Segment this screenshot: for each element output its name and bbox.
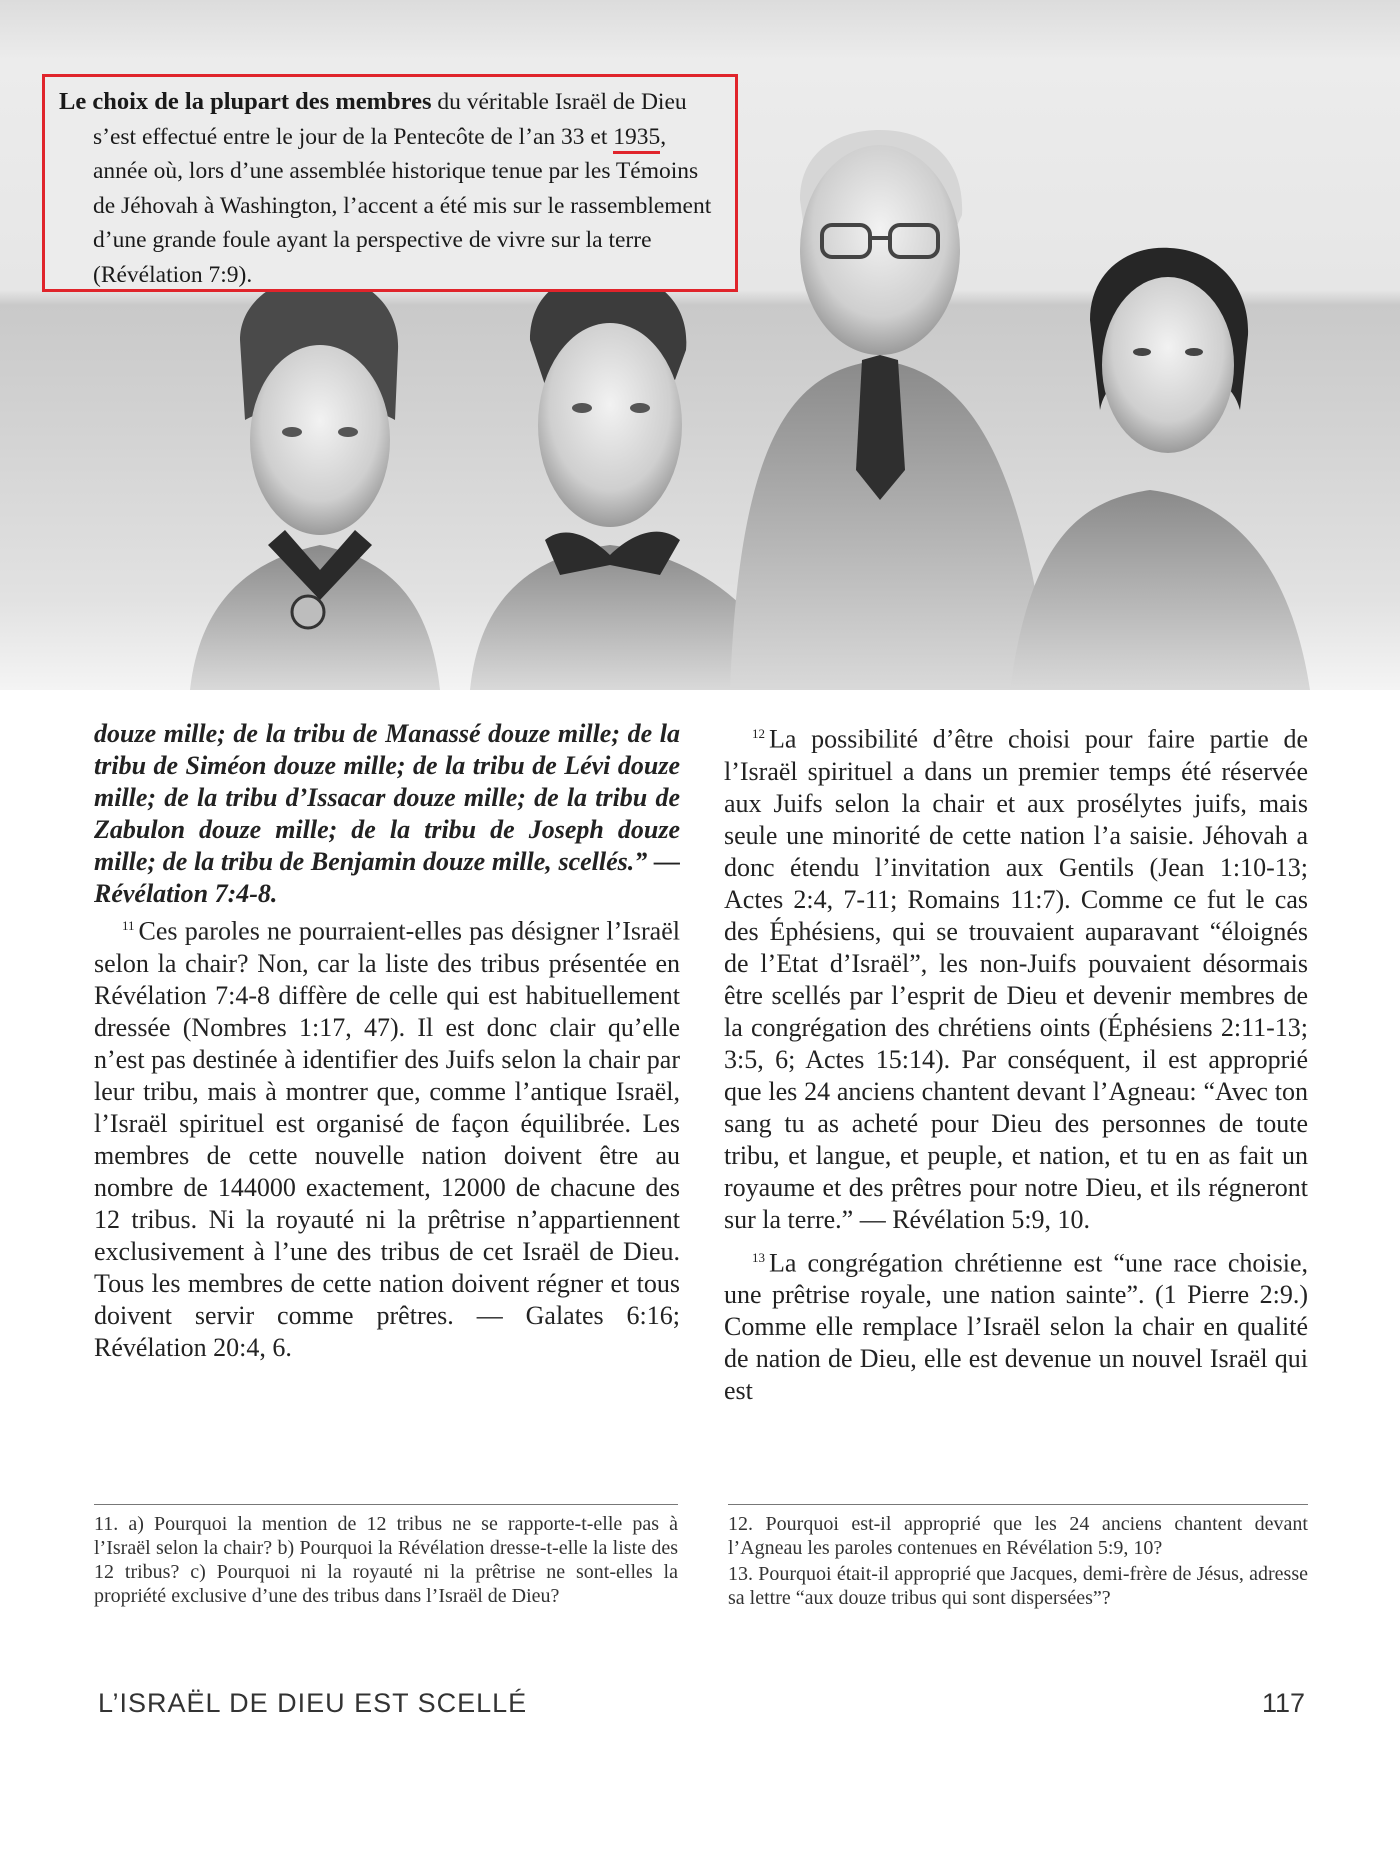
portrait-woman-right [1010, 248, 1310, 690]
caption-lead: Le choix de la plupart des membres [59, 88, 432, 115]
paragraph-13-text: La congrégation chrétienne est “une race choisie, une prêtrise royale, une nation sainte”. (1 Pierre 2:9.) Comme elle remplace l’Israël selon la chair en qualité de nation de Dieu, elle est devenue un nouvel Israël qui est [724, 1248, 1308, 1406]
page-number: 117 [1262, 1688, 1306, 1718]
paragraph-12-number: 12 [752, 726, 765, 741]
scripture-quote: douze mille; de la tribu de Manassé douze mille; de la tribu de Siméon douze mille; de la tribu de Lévi douze mille; de la tribu d’Issacar douze mille; de la tribu de Zabulon douze mille; de la tribu de Joseph douze mille; de la tribu de Benjamin douze mille, scellés.” — Révélation 7:4-8. [94, 719, 680, 908]
study-questions-left [94, 1512, 678, 1610]
paragraph-12 [724, 718, 1308, 1236]
question-13: 13. Pourquoi était-il approprié que Jacques, demi-frère de Jésus, adresse sa lettre “aux douze tribus qui sont dispersées”? [728, 1563, 1308, 1609]
paragraph-11-number: 11 [122, 918, 135, 933]
caption-box [42, 74, 738, 292]
paragraph-13 [724, 1242, 1308, 1408]
caption-text [59, 85, 719, 292]
caption-part1: du véritable Israël de Dieu s’est effectué entre le jour de la Pentecôte de l’an 33 et [93, 89, 687, 150]
questions-divider-left [94, 1504, 678, 1505]
left-column [94, 718, 680, 1364]
questions-divider-right [728, 1504, 1308, 1505]
caption-part2: , année où, lors d’une assemblée historique tenue par les Témoins de Jéhovah à Washington, l’accent a été mis sur le rassemblement d’une grande foule ayant la perspective de vivre sur la terre (Révélation 7:9). [93, 123, 712, 288]
paragraph-13-number: 13 [752, 1249, 765, 1265]
right-column [724, 718, 1308, 1407]
study-questions-right [728, 1512, 1308, 1612]
running-footer-title: L’ISRAËL DE DIEU EST SCELLÉ [98, 1688, 528, 1718]
paragraph-11-text: Ces paroles ne pourraient-elles pas désigner l’Israël selon la chair? Non, car la liste des tribus présentée en Révélation 7:4-8 diffère de celle qui est habituellement dressée (Nombres 1:17, 47). Il est donc clair qu’elle n’est pas destinée à identifier des Juifs selon la chair par leur tribu, mais à montrer que, comme l’antique Israël, l’Israël spirituel est organisé de façon équilibrée. Les membres de cette nouvelle nation doivent être au nombre de 144000 exactement, 12000 de chacune des 12 tribus. Ni la royauté ni la prêtrise n’appartiennent exclusivement à l’une des tribus de cet Israël de Dieu. Tous les membres de cette nation doivent régner et tous doivent servir comme prêtres. — Galates 6:16; Révélation 20:4, 6. [94, 916, 680, 1362]
paragraph-12-text: La possibilité d’être choisi pour faire partie de l’Israël spirituel a dans un premier temps été réservée aux Juifs selon la chair et aux prosélytes juifs, mais seule une minorité de cette nation l’a saisie. Jéhovah a donc étendu l’invitation aux Gentils (Jean 1:10-13; Actes 2:4, 7-11; Romains 11:7). Comme ce fut le cas des Éphésiens, qui se trouvaient auparavant “éloignés de l’Etat d’Israël”, les non-Juifs pouvaient désormais être scellés par l’esprit de Dieu et devenir membres de la congrégation des chrétiens oints (Éphésiens 2:11-13; 3:5, 6; Actes 15:14). Par conséquent, il est approprié que les 24 anciens chantent devant l’Agneau: “Avec ton sang tu as acheté pour Dieu des personnes de toute tribu, et langue, et peuple, et nation, et tu en as fait un royaume et des prêtres pour notre Dieu, et ils régneront sur la terre.” — Révélation 5:9, 10. [724, 724, 1308, 1234]
question-11: 11. a) Pourquoi la mention de 12 tribus ne se rapporte-t-elle pas à l’Israël selon la chair? b) Pourquoi la Révélation dresse-t-elle la liste des 12 tribus? c) Pourquoi ni la royauté ni la prêtrise ne sont-elles la propriété exclusive d’une des tribus dans l’Israël de Dieu? [94, 1513, 678, 1607]
caption-year: 1935 [613, 123, 661, 150]
portrait-woman-left [190, 275, 440, 690]
illustration-banner [0, 0, 1400, 690]
question-12: 12. Pourquoi est-il approprié que les 24 anciens chantent devant l’Agneau les paroles contenues en Révélation 5:9, 10? [728, 1513, 1308, 1559]
paragraph-11 [94, 910, 680, 1364]
portrait-older-man [730, 130, 1050, 690]
